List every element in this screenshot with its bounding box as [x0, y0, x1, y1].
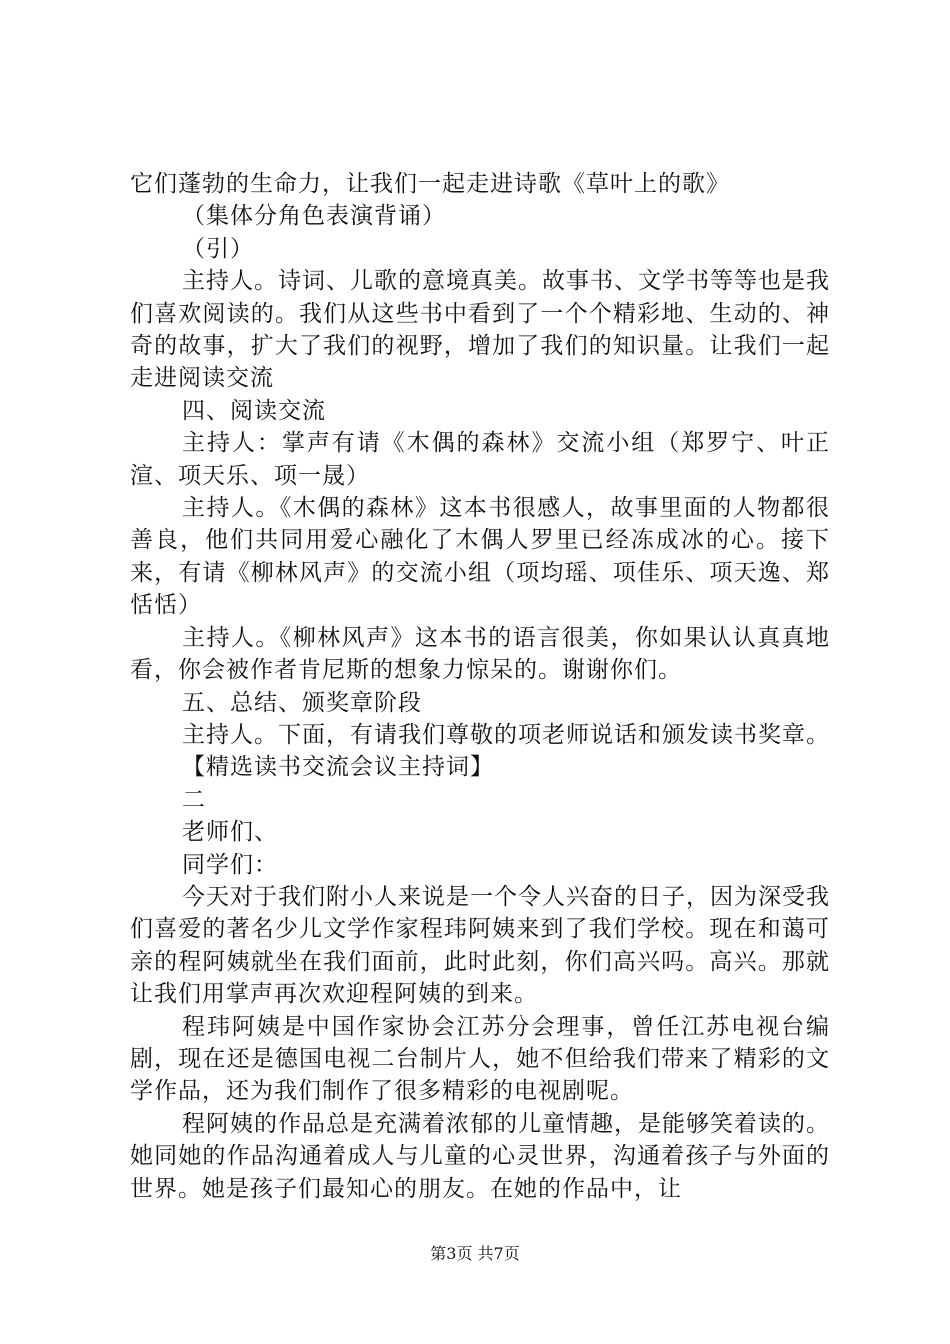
paragraph-6: 主持人：掌声有请《木偶的森林》交流小组（郑罗宁、叶正渲、项天乐、项一晟）	[130, 430, 830, 489]
greeting-teachers: 老师们、	[182, 819, 278, 846]
page-footer	[0, 1244, 950, 1264]
paragraph-2: （集体分角色表演背诵）	[182, 203, 446, 230]
paragraph-4: 主持人。诗词、儿歌的意境真美。故事书、文学书等等也是我们喜欢阅读的。我们从这些书中看到了一个个精彩地、生动的、神奇的故事，扩大了我们的视野，增加了我们的知识量。让我们一起走进阅读交流	[130, 268, 830, 392]
section-heading-summary: 五、总结、颁奖章阶段	[182, 689, 422, 716]
greeting-students: 同学们：	[182, 851, 278, 878]
paragraph-3: （引）	[182, 235, 254, 262]
paragraph-1: 它们蓬勃的生命力，让我们一起走进诗歌《草叶上的歌》	[130, 171, 730, 197]
document-body	[130, 168, 830, 1205]
paragraph-15: 今天对于我们附小人来说是一个令人兴奋的日子，因为深受我们喜爱的著名少儿文学作家程玮阿姨来到了我们学校。现在和蔼可亲的程阿姨就坐在我们面前，此时此刻，你们高兴吗。高兴。那就让我们用掌声再次欢迎程阿姨的到来。	[130, 883, 830, 1008]
section-heading-reading-exchange: 四、阅读交流	[182, 397, 326, 424]
paragraph-17: 程阿姨的作品总是充满着浓郁的儿童情趣，是能够笑着读的。她同她的作品沟通着成人与儿童的心灵世界，沟通着孩子与外面的世界。她是孩子们最知心的朋友。在她的作品中，让	[130, 1110, 830, 1202]
section-title: 【精选读书交流会议主持词】	[182, 754, 494, 781]
section-number: 二	[182, 786, 206, 813]
paragraph-10: 主持人。下面，有请我们尊敬的项老师说话和颁发读书奖章。	[182, 721, 830, 748]
page-number: 第3页 共7页	[430, 1244, 520, 1263]
paragraph-8: 主持人。《柳林风声》这本书的语言很美，你如果认认真真地看，你会被作者肯尼斯的想象力惊呆的。谢谢你们。	[130, 624, 830, 684]
paragraph-7: 主持人。《木偶的森林》这本书很感人，故事里面的人物都很善良，他们共同用爱心融化了木偶人罗里已经冻成冰的心。接下来，有请《柳林风声》的交流小组（项均瑶、项佳乐、项天逸、郑恬恬）	[130, 495, 830, 619]
paragraph-16: 程玮阿姨是中国作家协会江苏分会理事，曾任江苏电视台编剧，现在还是德国电视二台制片人，她不但给我们带来了精彩的文学作品，还为我们制作了很多精彩的电视剧呢。	[130, 1013, 830, 1105]
